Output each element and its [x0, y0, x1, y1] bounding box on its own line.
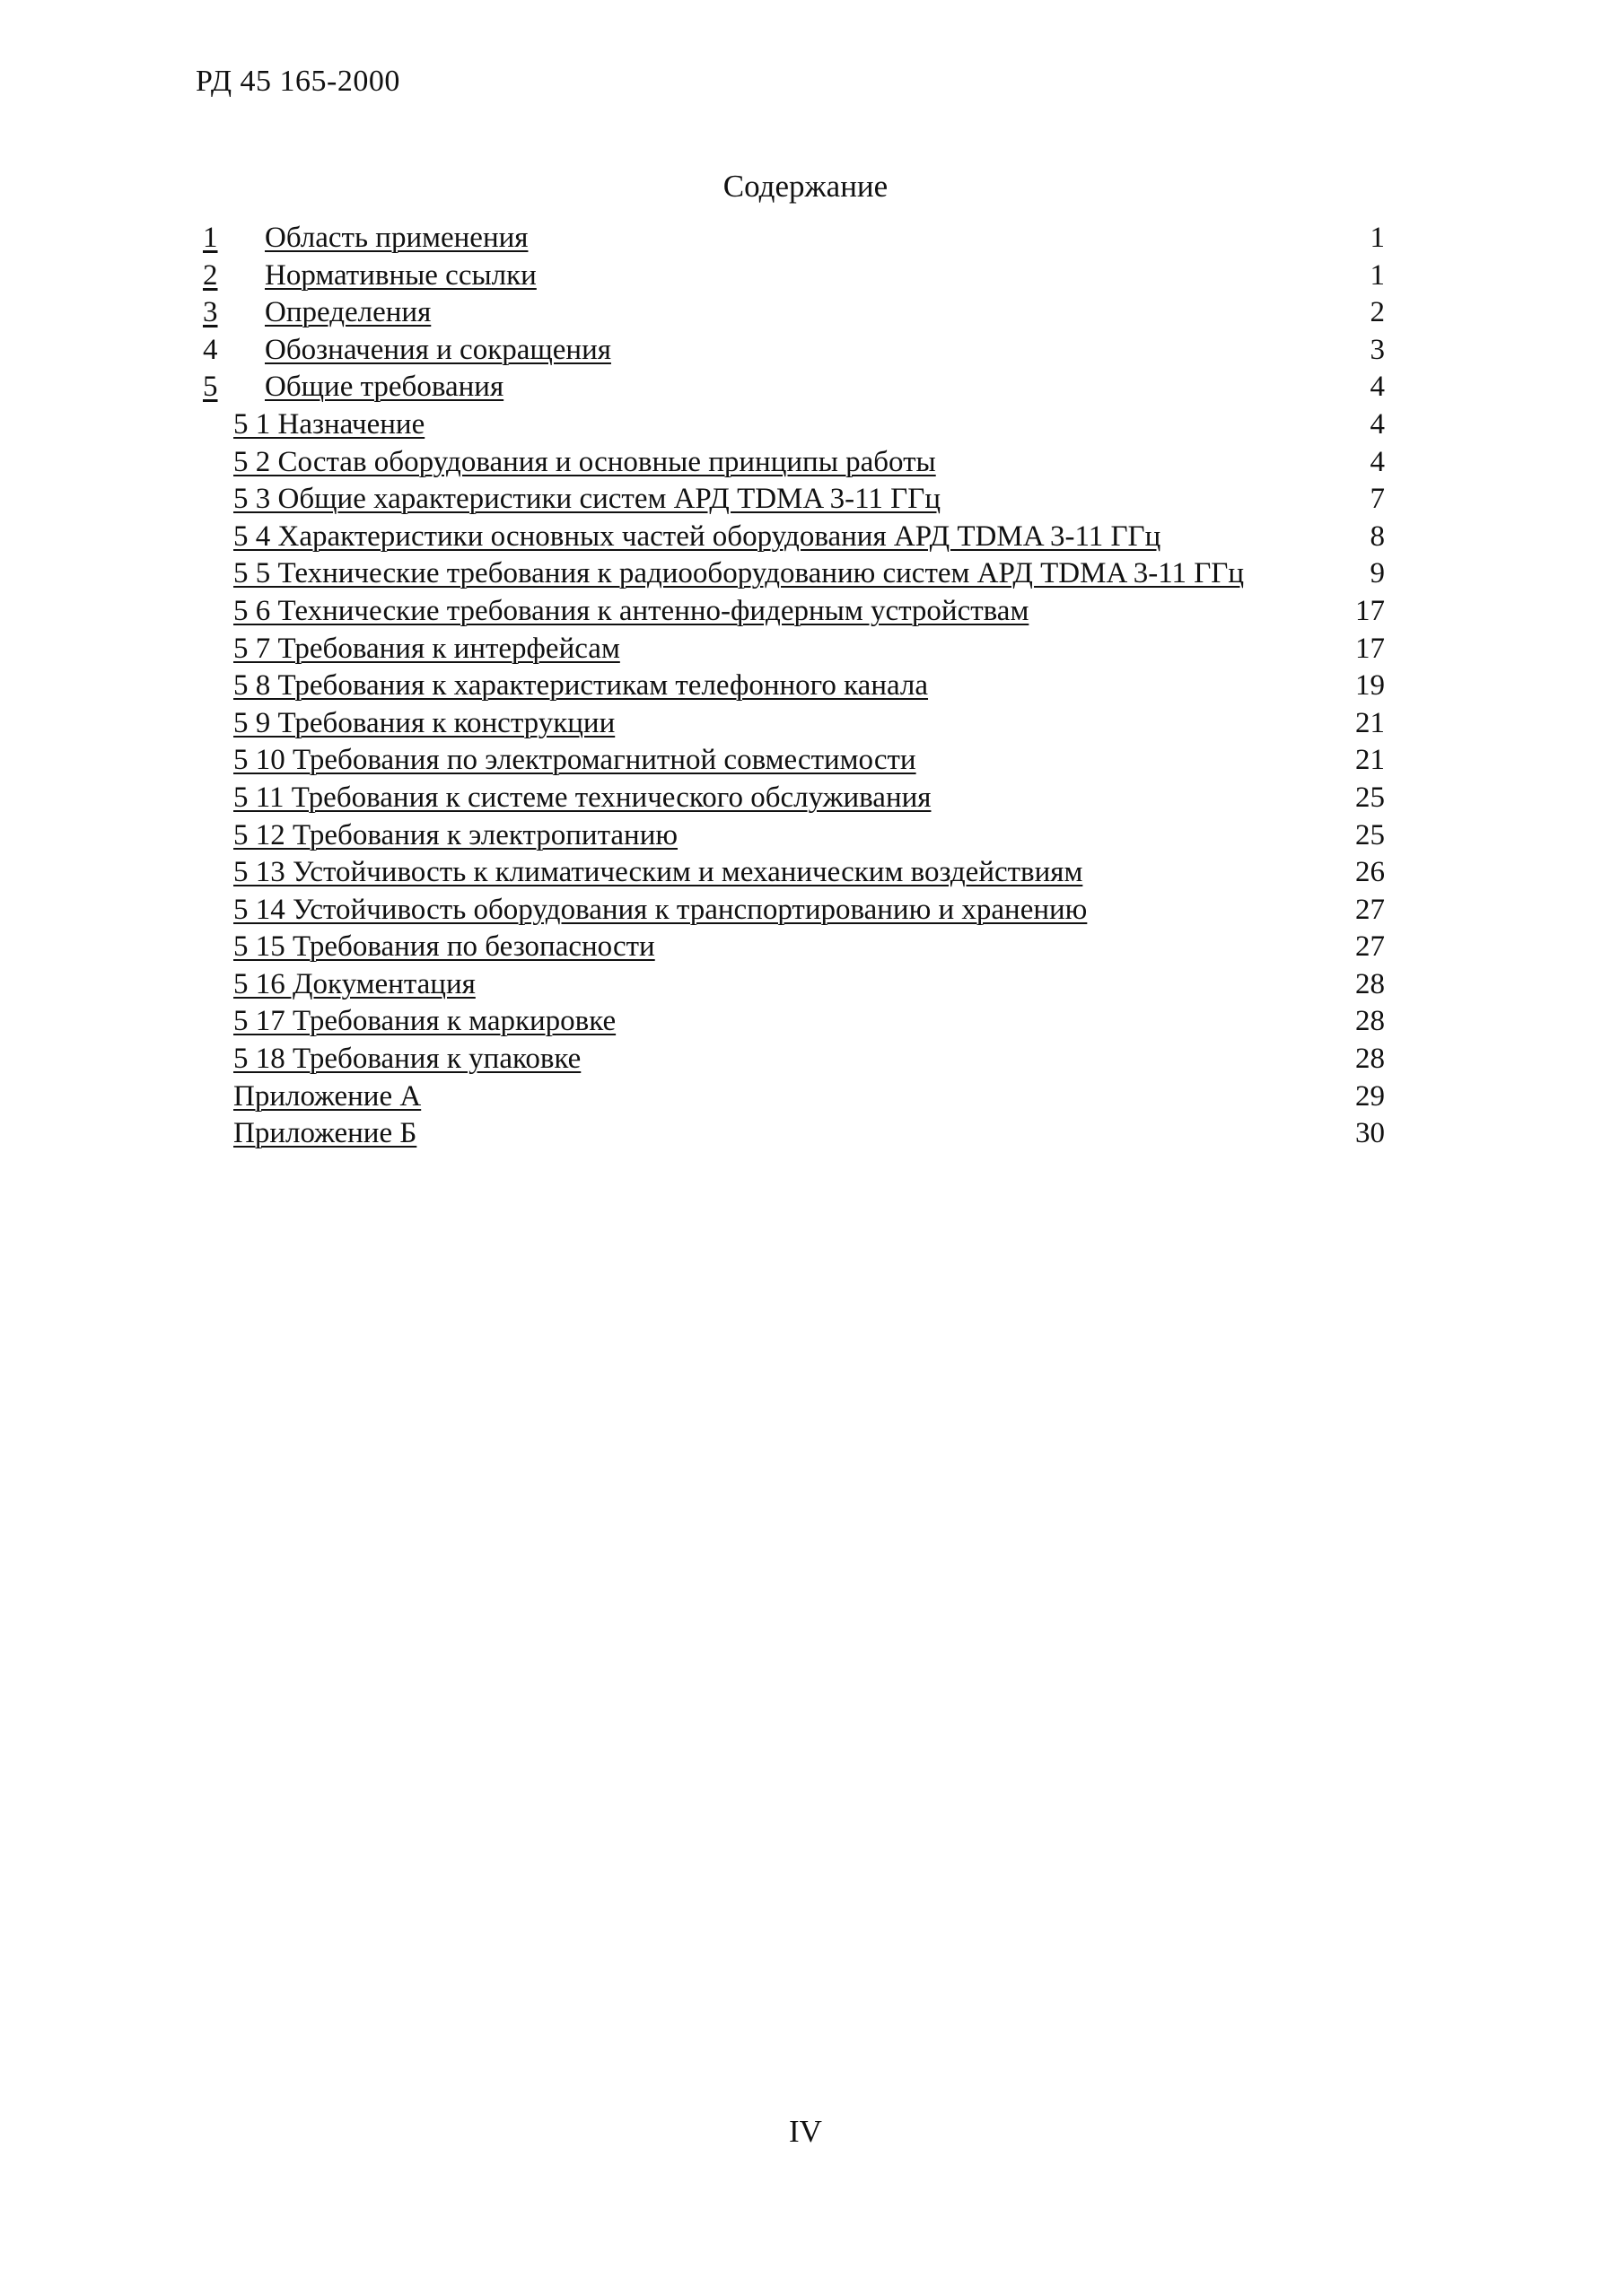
toc-entry-page: 21 — [1355, 706, 1385, 739]
toc-entry-page: 27 — [1355, 930, 1385, 964]
toc-entry-page: 4 — [1370, 445, 1385, 478]
toc-title: Содержание — [722, 169, 889, 204]
toc-entry[interactable] — [196, 593, 1385, 631]
toc-entry-page: 3 — [1370, 333, 1385, 366]
toc-entry-link[interactable]: 5 18 Требования к упаковке — [233, 1043, 582, 1076]
toc-entry[interactable] — [196, 258, 1385, 295]
toc-entry-number: 1 — [203, 222, 218, 254]
toc-entry-link[interactable]: Область применения — [265, 222, 529, 254]
toc-entry-link[interactable]: 5 14 Устойчивость оборудования к транспортированию и хранению — [233, 893, 1088, 926]
toc-entry-link[interactable]: 5 3 Общие характеристики систем АРД TDMA 3-11 ГГц — [233, 483, 941, 516]
toc-entry[interactable] — [196, 1115, 1385, 1153]
toc-entry-link[interactable]: 5 16 Документация — [233, 967, 476, 1000]
toc-entry[interactable] — [196, 854, 1385, 892]
toc-entry-page: 4 — [1370, 407, 1385, 441]
toc-entry-link[interactable]: 5 13 Устойчивость к климатическим и механическим воздействиям — [233, 856, 1083, 889]
toc-entry-page: 8 — [1370, 519, 1385, 553]
toc-entry[interactable] — [196, 892, 1385, 930]
toc-entry-link[interactable]: 5 9 Требования к конструкции — [233, 706, 616, 739]
toc-entry-page: 9 — [1370, 557, 1385, 590]
toc-entry-link[interactable]: Определения — [265, 296, 432, 329]
toc-entry-page: 28 — [1355, 967, 1385, 1000]
toc-entry-link[interactable]: 5 11 Требования к системе технического обслуживания — [233, 781, 932, 814]
toc-entry-page: 17 — [1355, 594, 1385, 627]
toc-entry-page: 29 — [1355, 1079, 1385, 1113]
toc-entry-link[interactable]: Нормативные ссылки — [265, 258, 537, 292]
toc-entry-link[interactable]: 5 10 Требования по электромагнитной совместимости — [233, 744, 916, 777]
toc-entry-link[interactable]: 5 6 Технические требования к антенно-фидерным устройствам — [233, 594, 1029, 627]
toc-entry-page: 1 — [1370, 258, 1385, 292]
table-of-contents — [196, 220, 1385, 1153]
toc-entry[interactable] — [196, 1041, 1385, 1078]
toc-entry[interactable] — [196, 668, 1385, 705]
toc-entry[interactable] — [196, 1078, 1385, 1116]
toc-entry-page: 30 — [1355, 1117, 1385, 1150]
toc-entry-number: 2 — [203, 258, 218, 292]
toc-entry[interactable] — [196, 780, 1385, 817]
toc-entry-link[interactable]: 5 5 Технические требования к радиооборудованию систем АРД TDMA 3-11 ГГц — [233, 557, 1245, 590]
toc-entry[interactable] — [196, 406, 1385, 444]
toc-entry-page: 19 — [1355, 669, 1385, 703]
toc-entry-page: 2 — [1370, 296, 1385, 329]
toc-entry-link[interactable]: 5 17 Требования к маркировке — [233, 1005, 617, 1038]
document-code: РД 45 165-2000 — [196, 65, 400, 98]
toc-entry[interactable] — [196, 705, 1385, 743]
page-number: IV — [789, 2114, 822, 2149]
toc-entry-page: 17 — [1355, 632, 1385, 665]
toc-entry-page: 21 — [1355, 744, 1385, 777]
toc-entry-number: 3 — [203, 296, 218, 329]
toc-entry[interactable] — [196, 929, 1385, 966]
toc-entry-page: 25 — [1355, 818, 1385, 851]
toc-entry-number: 4 — [203, 333, 218, 366]
toc-entry-page: 26 — [1355, 856, 1385, 889]
toc-entry-page: 7 — [1370, 483, 1385, 516]
toc-entry-page: 1 — [1370, 222, 1385, 254]
toc-entry[interactable] — [196, 1003, 1385, 1041]
toc-entry-page: 27 — [1355, 893, 1385, 926]
toc-entry[interactable] — [196, 369, 1385, 406]
toc-entry[interactable] — [196, 966, 1385, 1004]
toc-entry-link[interactable]: 5 7 Требования к интерфейсам — [233, 632, 620, 665]
toc-entry-link[interactable]: Обозначения и сокращения — [265, 333, 611, 366]
toc-entry[interactable] — [196, 631, 1385, 668]
toc-entry[interactable] — [196, 519, 1385, 556]
toc-entry-link[interactable]: 5 8 Требования к характеристикам телефонного канала — [233, 669, 929, 703]
toc-entry-number: 5 — [203, 371, 218, 404]
toc-entry[interactable] — [196, 742, 1385, 780]
toc-entry-link[interactable]: Приложение А — [233, 1079, 422, 1113]
toc-entry[interactable] — [196, 481, 1385, 519]
toc-entry-link[interactable]: 5 15 Требования по безопасности — [233, 930, 655, 964]
toc-entry-link[interactable]: 5 2 Состав оборудования и основные принципы работы — [233, 445, 936, 478]
toc-entry[interactable] — [196, 220, 1385, 258]
toc-entry[interactable] — [196, 332, 1385, 370]
toc-entry-page: 28 — [1355, 1005, 1385, 1038]
toc-entry-page: 28 — [1355, 1043, 1385, 1076]
toc-entry-page: 4 — [1370, 371, 1385, 404]
toc-entry-link[interactable]: Приложение Б — [233, 1117, 417, 1150]
toc-entry-link[interactable]: 5 4 Характеристики основных частей оборудования АРД TDMA 3-11 ГГц — [233, 519, 1161, 553]
toc-entry[interactable] — [196, 294, 1385, 332]
toc-entry-link[interactable]: Общие требования — [265, 371, 504, 404]
toc-entry-page: 25 — [1355, 781, 1385, 814]
toc-entry-link[interactable]: 5 12 Требования к электропитанию — [233, 818, 679, 851]
toc-entry[interactable] — [196, 817, 1385, 855]
toc-entry[interactable] — [196, 555, 1385, 593]
toc-entry-link[interactable]: 5 1 Назначение — [233, 407, 425, 441]
toc-entry[interactable] — [196, 444, 1385, 482]
